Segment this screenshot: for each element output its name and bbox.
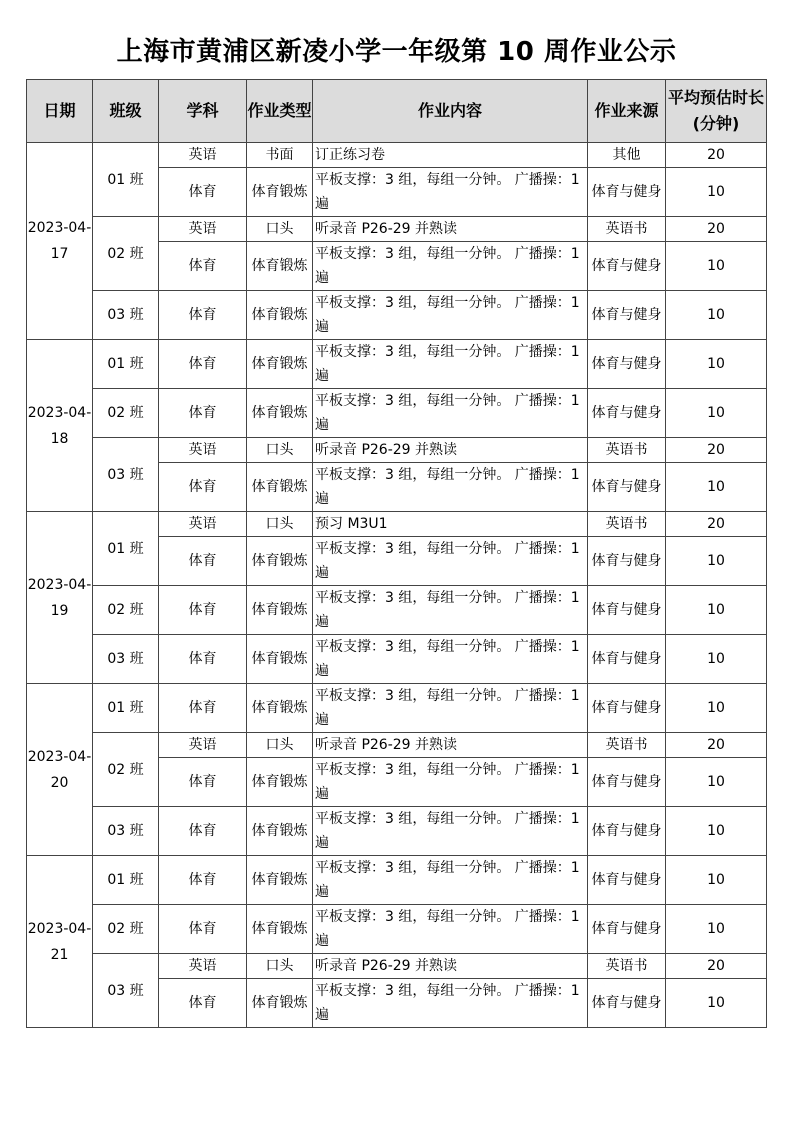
type-cell: 口头 [247,954,313,979]
subject-cell: 体育 [159,979,247,1028]
subject-cell: 体育 [159,758,247,807]
subject-cell: 体育 [159,905,247,954]
source-cell: 体育与健身 [588,291,666,340]
content-cell: 平板支撑：3 组，每组一分钟。 广播操：1 遍 [313,340,588,389]
table-row [27,684,767,733]
class-cell: 03 班 [93,954,159,1028]
subject-cell: 体育 [159,856,247,905]
type-cell: 体育锻炼 [247,979,313,1028]
source-cell: 体育与健身 [588,168,666,217]
table-row [27,512,767,537]
header-duration: 平均预估时长(分钟) [666,80,767,143]
table-row [27,807,767,856]
class-cell: 03 班 [93,438,159,512]
type-cell: 体育锻炼 [247,340,313,389]
source-cell: 体育与健身 [588,537,666,586]
minutes-cell: 10 [666,586,767,635]
minutes-cell: 10 [666,242,767,291]
header-subject: 学科 [159,80,247,143]
table-row [27,954,767,979]
subject-cell: 英语 [159,217,247,242]
content-cell: 平板支撑：3 组，每组一分钟。 广播操：1 遍 [313,807,588,856]
date-cell: 2023-04-20 [27,684,93,856]
class-cell: 02 班 [93,733,159,807]
header-type: 作业类型 [247,80,313,143]
table-row [27,389,767,438]
class-cell: 03 班 [93,291,159,340]
content-cell: 平板支撑：3 组，每组一分钟。 广播操：1 遍 [313,635,588,684]
table-row [27,143,767,168]
subject-cell: 英语 [159,438,247,463]
type-cell: 体育锻炼 [247,586,313,635]
source-cell: 英语书 [588,438,666,463]
class-cell: 02 班 [93,389,159,438]
source-cell: 体育与健身 [588,635,666,684]
table-row [27,291,767,340]
table-row [27,586,767,635]
type-cell: 体育锻炼 [247,807,313,856]
minutes-cell: 20 [666,512,767,537]
content-cell: 听录音 P26-29 并熟读 [313,954,588,979]
subject-cell: 体育 [159,684,247,733]
type-cell: 体育锻炼 [247,537,313,586]
subject-cell: 体育 [159,586,247,635]
header-class: 班级 [93,80,159,143]
content-cell: 平板支撑：3 组，每组一分钟。 广播操：1 遍 [313,856,588,905]
source-cell: 体育与健身 [588,340,666,389]
source-cell: 体育与健身 [588,242,666,291]
header-source: 作业来源 [588,80,666,143]
source-cell: 体育与健身 [588,389,666,438]
subject-cell: 英语 [159,512,247,537]
subject-cell: 体育 [159,463,247,512]
content-cell: 订正练习卷 [313,143,588,168]
date-cell: 2023-04-19 [27,512,93,684]
class-cell: 01 班 [93,340,159,389]
table-row [27,217,767,242]
class-cell: 01 班 [93,856,159,905]
minutes-cell: 20 [666,143,767,168]
minutes-cell: 10 [666,758,767,807]
table-row [27,438,767,463]
subject-cell: 体育 [159,242,247,291]
content-cell: 预习 M3U1 [313,512,588,537]
source-cell: 英语书 [588,512,666,537]
content-cell: 平板支撑：3 组，每组一分钟。 广播操：1 遍 [313,168,588,217]
date-cell: 2023-04-21 [27,856,93,1028]
minutes-cell: 10 [666,168,767,217]
content-cell: 平板支撑：3 组，每组一分钟。 广播操：1 遍 [313,291,588,340]
content-cell: 平板支撑：3 组，每组一分钟。 广播操：1 遍 [313,463,588,512]
minutes-cell: 10 [666,537,767,586]
minutes-cell: 10 [666,635,767,684]
subject-cell: 体育 [159,168,247,217]
date-cell: 2023-04-17 [27,143,93,340]
source-cell: 体育与健身 [588,758,666,807]
minutes-cell: 10 [666,905,767,954]
table-row [27,905,767,954]
class-cell: 02 班 [93,217,159,291]
type-cell: 体育锻炼 [247,856,313,905]
type-cell: 体育锻炼 [247,684,313,733]
content-cell: 听录音 P26-29 并熟读 [313,438,588,463]
minutes-cell: 10 [666,291,767,340]
minutes-cell: 20 [666,217,767,242]
source-cell: 体育与健身 [588,586,666,635]
subject-cell: 体育 [159,291,247,340]
subject-cell: 英语 [159,733,247,758]
type-cell: 口头 [247,217,313,242]
content-cell: 听录音 P26-29 并熟读 [313,733,588,758]
type-cell: 体育锻炼 [247,242,313,291]
source-cell: 体育与健身 [588,684,666,733]
source-cell: 英语书 [588,733,666,758]
source-cell: 体育与健身 [588,905,666,954]
content-cell: 平板支撑：3 组，每组一分钟。 广播操：1 遍 [313,586,588,635]
type-cell: 体育锻炼 [247,905,313,954]
class-cell: 03 班 [93,807,159,856]
minutes-cell: 10 [666,807,767,856]
source-cell: 英语书 [588,954,666,979]
subject-cell: 体育 [159,807,247,856]
source-cell: 体育与健身 [588,807,666,856]
source-cell: 体育与健身 [588,856,666,905]
table-row [27,340,767,389]
source-cell: 其他 [588,143,666,168]
date-cell: 2023-04-18 [27,340,93,512]
subject-cell: 英语 [159,954,247,979]
type-cell: 体育锻炼 [247,291,313,340]
minutes-cell: 20 [666,954,767,979]
type-cell: 体育锻炼 [247,635,313,684]
minutes-cell: 20 [666,733,767,758]
class-cell: 01 班 [93,684,159,733]
content-cell: 听录音 P26-29 并熟读 [313,217,588,242]
content-cell: 平板支撑：3 组，每组一分钟。 广播操：1 遍 [313,537,588,586]
minutes-cell: 10 [666,979,767,1028]
table-row [27,733,767,758]
type-cell: 体育锻炼 [247,389,313,438]
content-cell: 平板支撑：3 组，每组一分钟。 广播操：1 遍 [313,242,588,291]
minutes-cell: 10 [666,340,767,389]
minutes-cell: 10 [666,463,767,512]
content-cell: 平板支撑：3 组，每组一分钟。 广播操：1 遍 [313,684,588,733]
content-cell: 平板支撑：3 组，每组一分钟。 广播操：1 遍 [313,905,588,954]
subject-cell: 体育 [159,389,247,438]
content-cell: 平板支撑：3 组，每组一分钟。 广播操：1 遍 [313,979,588,1028]
class-cell: 02 班 [93,586,159,635]
source-cell: 英语书 [588,217,666,242]
minutes-cell: 10 [666,684,767,733]
class-cell: 01 班 [93,512,159,586]
type-cell: 体育锻炼 [247,168,313,217]
homework-table [26,79,767,1028]
minutes-cell: 10 [666,389,767,438]
minutes-cell: 20 [666,438,767,463]
page-title: 上海市黄浦区新凌小学一年级第 10 周作业公示 [116,37,677,67]
type-cell: 体育锻炼 [247,758,313,807]
class-cell: 02 班 [93,905,159,954]
header-date: 日期 [27,80,93,143]
type-cell: 书面 [247,143,313,168]
header-row [27,80,767,143]
type-cell: 口头 [247,733,313,758]
header-content: 作业内容 [313,80,588,143]
type-cell: 口头 [247,512,313,537]
source-cell: 体育与健身 [588,463,666,512]
class-cell: 01 班 [93,143,159,217]
class-cell: 03 班 [93,635,159,684]
content-cell: 平板支撑：3 组，每组一分钟。 广播操：1 遍 [313,758,588,807]
type-cell: 口头 [247,438,313,463]
subject-cell: 体育 [159,635,247,684]
minutes-cell: 10 [666,856,767,905]
subject-cell: 体育 [159,537,247,586]
type-cell: 体育锻炼 [247,463,313,512]
table-row [27,856,767,905]
source-cell: 体育与健身 [588,979,666,1028]
content-cell: 平板支撑：3 组，每组一分钟。 广播操：1 遍 [313,389,588,438]
subject-cell: 英语 [159,143,247,168]
table-row [27,635,767,684]
subject-cell: 体育 [159,340,247,389]
